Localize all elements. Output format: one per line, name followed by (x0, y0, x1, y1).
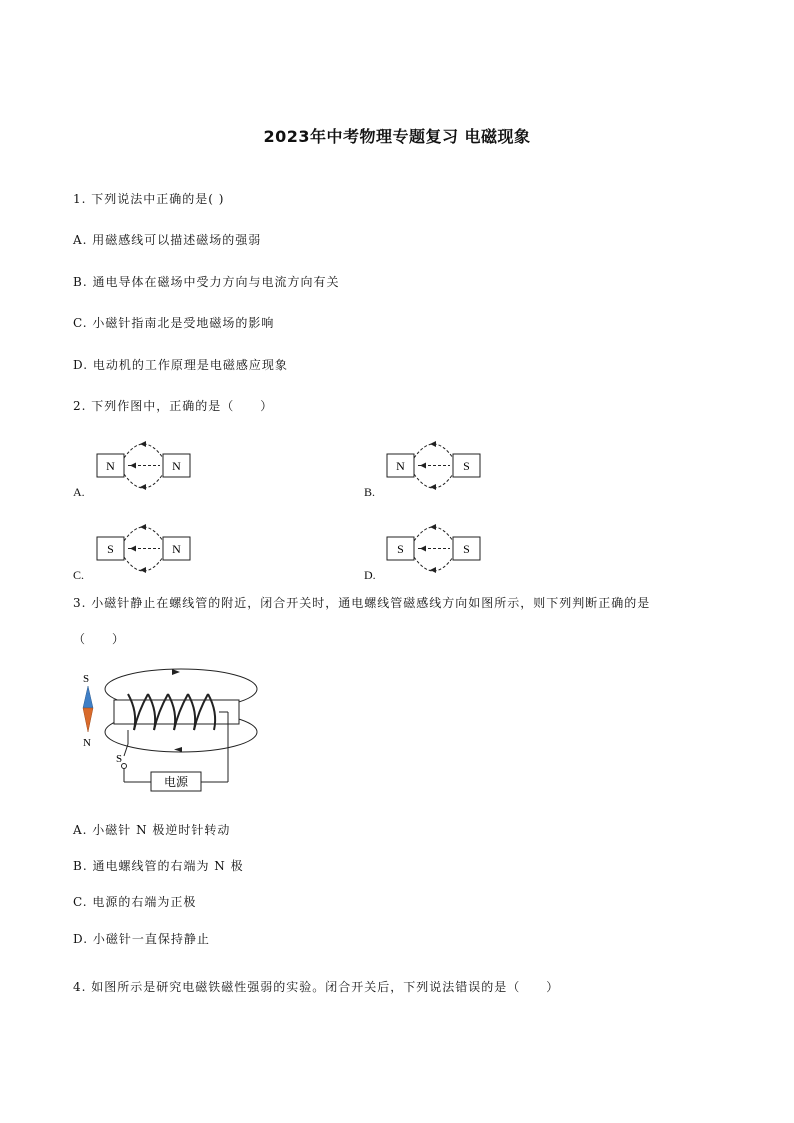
question-1-option-a: A. 用磁感线可以描述磁场的强弱 (73, 233, 262, 247)
compass-north-label: N (83, 737, 91, 749)
figure-c-right-pole: N (172, 542, 181, 556)
figure-d-right-pole: S (463, 542, 470, 556)
figure-c-label: C. (73, 568, 85, 582)
question-1-stem: 1. 下列说法中正确的是( ) (73, 192, 225, 206)
figure-a-left-pole: N (106, 459, 115, 473)
question-3-option-b: B. 通电螺线管的右端为 N 极 (73, 859, 244, 873)
switch-label: S (116, 753, 123, 765)
figure-b-right-pole: S (463, 459, 470, 473)
figure-b-left-pole: N (396, 459, 405, 473)
power-source-label: 电源 (163, 775, 189, 789)
figure-d-label: D. (364, 568, 376, 582)
figure-a-label: A. (73, 485, 85, 499)
figure-b-magnets (386, 436, 486, 496)
page-title: 2023年中考物理专题复习 电磁现象 (263, 127, 531, 146)
figure-c-magnets (96, 519, 196, 579)
question-2-stem: 2. 下列作图中，正确的是（ ） (73, 399, 274, 413)
question-3-stem-line1: 3. 小磁针静止在螺线管的附近，闭合开关时，通电螺线管磁感线方向如图所示，则下列判断正确的是 (73, 596, 651, 610)
figure-a-magnets (96, 436, 196, 496)
question-1-option-c: C. 小磁针指南北是受地磁场的影响 (73, 316, 275, 330)
question-1-option-b: B. 通电导体在磁场中受力方向与电流方向有关 (73, 275, 340, 289)
figure-d-magnets (386, 519, 486, 579)
question-1-option-d: D. 电动机的工作原理是电磁感应现象 (73, 358, 288, 372)
question-4-stem: 4. 如图所示是研究电磁铁磁性强弱的实验。闭合开关后，下列说法错误的是（ ） (73, 980, 560, 994)
question-3-stem-line2: （ ） (73, 632, 126, 646)
figure-d-left-pole: S (397, 542, 404, 556)
solenoid-circuit-figure (76, 664, 276, 799)
question-3-option-a: A. 小磁针 N 极逆时针转动 (73, 823, 231, 837)
figure-c-left-pole: S (107, 542, 114, 556)
compass-south-label: S (83, 673, 90, 685)
figure-a-right-pole: N (172, 459, 181, 473)
question-3-option-c: C. 电源的右端为正极 (73, 895, 197, 909)
figure-b-label: B. (364, 485, 376, 499)
question-3-option-d: D. 小磁针一直保持静止 (73, 932, 210, 946)
